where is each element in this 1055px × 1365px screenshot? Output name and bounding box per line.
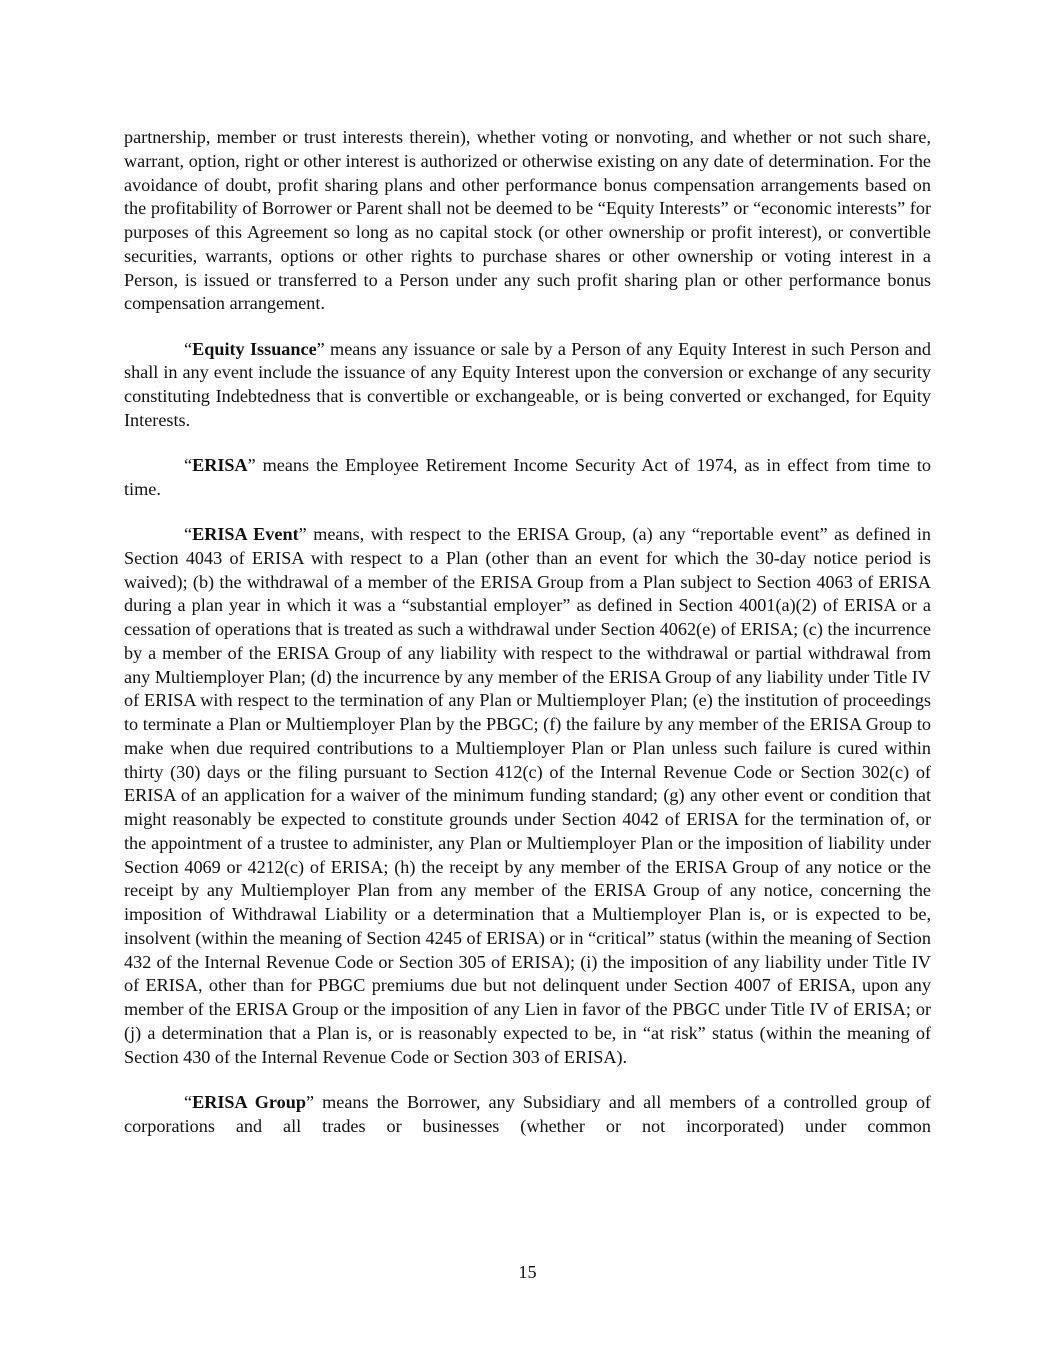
definition-text: ” means, with respect to the ERISA Group, (a) any “reportable event” as defined in Section 4043 of ERISA with respect to a Plan (other than an event for which the 30-day notice period is waived); (b) the withdrawal of a member of the ERISA Group from a Plan subject to Section 4063 of ERISA during a plan year in which it was a “substantial employer” as defined in Section 4001(a)(2) of ERISA or a cessation of operations that is treated as such a withdrawal under Section 4062(e) of ERISA; (c) the incurrence by a member of the ERISA Group of any liability with respect to the withdrawal or partial withdrawal from any Multiemployer Plan; (d) the incurrence by any member of the ERISA Group of any liability under Title IV of ERISA with respect to the termination of any Plan or Multiemployer Plan; (e) the institution of proceedings to terminate a Plan or Multiemployer Plan by the PBGC; (f) the failure by any member of the ERISA Group to make when due required contributions to a Multiemployer Plan or Plan unless such failure is cured within thirty (30) days or the filing pursuant to Section 412(c) of the Internal Revenue Code or Section 302(c) of ERISA of an application for a waiver of the minimum funding standard; (g) any other event or condition that might reasonably be expected to constitute grounds under Section 4042 of ERISA for the termination of, or the appointment of a trustee to administer, any Plan or Multiemployer Plan or the imposition of liability under Section 4069 or 4212(c) of ERISA; (h) the receipt by any member of the ERISA Group of any notice or the receipt by any Multiemployer Plan from any member of the ERISA Group of any notice, concerning the imposition of Withdrawal Liability or a determination that a Multiemployer Plan is, or is expected to be, insolvent (within the meaning of Section 4245 of ERISA) or in “critical” status (within the meaning of Section 432 of the Internal Revenue Code or Section 305 of ERISA); (i) the imposition of any liability under Title IV of ERISA, other than for PBGC premiums due but not delinquent under Section 4007 of ERISA, upon any member of the ERISA Group or the imposition of any Lien in favor of the PBGC under Title IV of ERISA; or (j) a determination that a Plan is, or is reasonably expected to be, in “at risk” status (within the meaning of Section 430 of the Internal Revenue Code or Section 303 of ERISA). xyxy=(124,524,931,1067)
paragraph-text: partnership, member or trust interests therein), whether voting or nonvoting, and whether or not such share, warrant, option, right or other interest is authorized or otherwise existing on any date of determination. For the avoidance of doubt, profit sharing plans and other performance bonus compensation arrangements based on the profitability of Borrower or Parent shall not be deemed to be “Equity Interests” or “economic interests” for purposes of this Agreement so long as no capital stock (or other ownership or profit interest), or convertible securities, warrants, options or other rights to purchase shares or other ownership or voting interest in a Person, is issued or transferred to a Person under any such profit sharing plan or other performance bonus compensation arrangement. xyxy=(124,127,931,314)
document-page xyxy=(124,126,931,1160)
definition-erisa-event xyxy=(124,523,931,1069)
defined-term: Equity Issuance xyxy=(192,338,317,359)
open-quote: “ xyxy=(184,338,193,359)
definition-equity-issuance xyxy=(124,338,931,433)
paragraph-equity-interests-continued xyxy=(124,126,931,316)
definition-erisa xyxy=(124,454,931,502)
page-number: 15 xyxy=(518,1262,537,1282)
open-quote: “ xyxy=(184,524,193,544)
defined-term: ERISA Group xyxy=(192,1091,306,1112)
open-quote: “ xyxy=(184,1091,193,1112)
definition-erisa-group xyxy=(124,1091,931,1139)
defined-term: ERISA Event xyxy=(192,524,299,544)
open-quote: “ xyxy=(184,455,193,475)
defined-term: ERISA xyxy=(192,455,248,475)
definition-text: ” means any issuance or sale by a Person of any Equity Interest in such Person and shall in any event include the issuance of any Equity Interest upon the conversion or exchange of any security constituting Indebtedness that is convertible or exchangeable, or is being converted or exchanged, for Equity Interests. xyxy=(124,338,931,430)
definition-text: ” means the Borrower, any Subsidiary and all members of a controlled group of corporations and all trades or businesses (whether or not incorporated) under common xyxy=(124,1091,931,1136)
definition-text: ” means the Employee Retirement Income Security Act of 1974, as in effect from time to time. xyxy=(124,455,931,499)
